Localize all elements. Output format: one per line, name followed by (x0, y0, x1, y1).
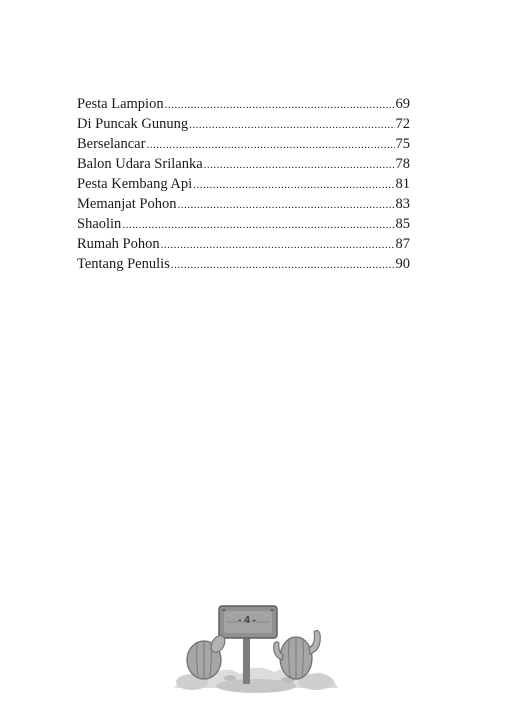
toc-entry-page: 87 (395, 236, 410, 252)
toc-entry-page: 90 (395, 256, 410, 272)
toc-entry-page: 81 (395, 176, 410, 192)
toc-entry[interactable] (77, 234, 410, 254)
toc-leader-dots (122, 215, 394, 235)
toc-entry-page: 83 (395, 196, 410, 212)
toc-entry-title: Berselancar (77, 136, 146, 152)
toc-entry[interactable] (77, 174, 410, 194)
toc-entry-page: 75 (395, 136, 410, 152)
toc-entry-page: 69 (395, 96, 410, 112)
toc-entry-page: 85 (395, 216, 410, 232)
toc-entry-title: Tentang Penulis (77, 256, 170, 272)
toc-entry-page: 78 (395, 156, 410, 172)
toc-entry[interactable] (77, 134, 410, 154)
toc-entry-title: Shaolin (77, 216, 122, 232)
toc-entry-title: Pesta Kembang Api (77, 176, 193, 192)
toc-leader-dots (193, 175, 394, 195)
toc-entry-title: Pesta Lampion (77, 96, 164, 112)
toc-entry[interactable] (77, 194, 410, 214)
toc-leader-dots (161, 235, 395, 255)
toc-entry[interactable] (77, 94, 410, 114)
page-number: - 4 - (238, 615, 256, 626)
signpost-cactus-illustration (170, 598, 342, 694)
toc-entry-title: Balon Udara Srilanka (77, 156, 203, 172)
toc-leader-dots (146, 135, 394, 155)
toc-entry[interactable] (77, 214, 410, 234)
toc-entry-title: Rumah Pohon (77, 236, 160, 252)
table-of-contents (77, 94, 410, 274)
toc-entry-title: Memanjat Pohon (77, 196, 177, 212)
toc-leader-dots (177, 195, 394, 215)
toc-leader-dots (204, 155, 395, 175)
toc-leader-dots (171, 255, 395, 275)
toc-leader-dots (189, 115, 394, 135)
toc-entry[interactable] (77, 114, 410, 134)
toc-entry-title: Di Puncak Gunung (77, 116, 189, 132)
toc-entry-page: 72 (395, 116, 410, 132)
toc-leader-dots (165, 95, 395, 115)
toc-entry[interactable] (77, 154, 410, 174)
toc-entry[interactable] (77, 254, 410, 274)
